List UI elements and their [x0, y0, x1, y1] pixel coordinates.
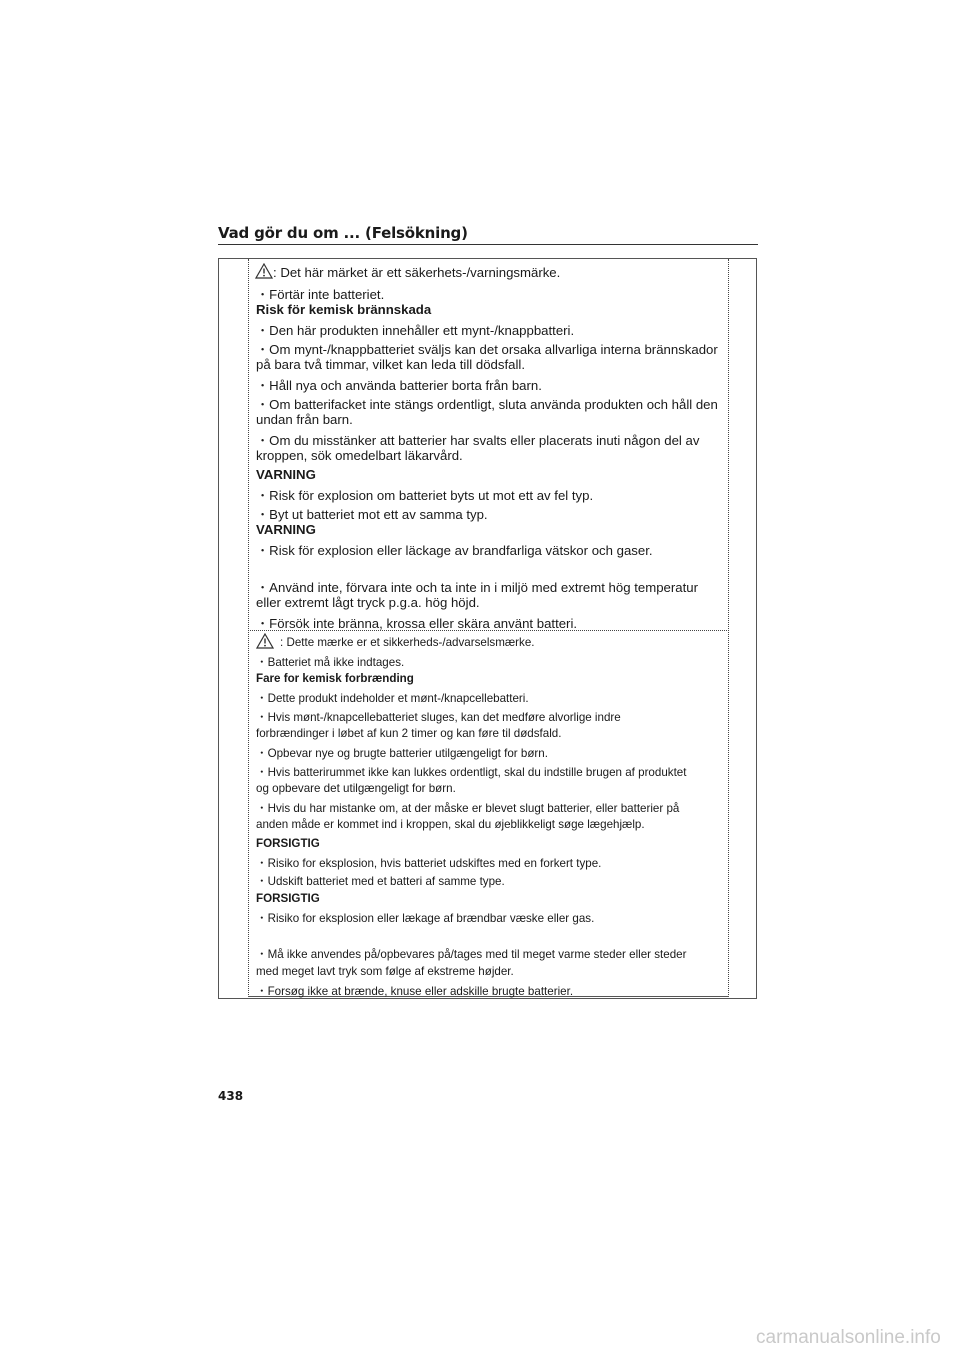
text-line: ・Hvis batterirummet ikke kan lukkes ordentligt, skal du indstille brugen af produktet: [256, 766, 687, 779]
text-line: ・Håll nya och använda batterier borta från barn.: [256, 378, 542, 393]
text-line: ・Försök inte bränna, krossa eller skära använt batteri.: [256, 616, 578, 631]
text-line: ・Forsøg ikke at brænde, knuse eller adskille brugte batterier.: [256, 985, 574, 998]
section-heading: VARNING: [256, 522, 316, 537]
page-title: Vad gör du om ... (Felsökning): [218, 224, 468, 242]
header-rule: [218, 244, 758, 245]
text-line: kroppen, sök omedelbart läkarvård.: [256, 448, 463, 463]
text-line: ・Risiko for eksplosion eller lækage af brændbar væske eller gas.: [256, 912, 595, 925]
text-line: ・Om batterifacket inte stängs ordentligt, sluta använda produkten och håll den: [256, 397, 718, 412]
warning-triangle-icon: [255, 263, 273, 279]
text-line: på bara två timmar, vilket kan leda till dödsfall.: [256, 357, 526, 372]
warning-mark-note: : Dette mærke er et sikkerheds-/advarselsmærke.: [280, 636, 535, 649]
section-heading: FORSIGTIG: [256, 892, 320, 905]
warning-mark-note: : Det här märket är ett säkerhets-/varningsmärke.: [273, 265, 561, 280]
text-line: ・Om mynt-/knappbatteriet sväljs kan det orsaka allvarliga interna brännskador: [256, 342, 718, 357]
text-line: ・Använd inte, förvara inte och ta inte in i miljö med extremt hög temperatur: [256, 580, 698, 595]
text-line: ・Förtär inte batteriet.: [256, 287, 385, 302]
section-heading: VARNING: [256, 467, 316, 482]
text-line: ・Hvis mønt-/knapcellebatteriet sluges, kan det medføre alvorlige indre: [256, 711, 621, 724]
text-line: ・Byt ut batteriet mot ett av samma typ.: [256, 507, 488, 522]
text-line: anden måde er kommet ind i kroppen, skal du øjeblikkeligt søge lægehjælp.: [256, 818, 645, 831]
section-heading: FORSIGTIG: [256, 837, 320, 850]
text-line: undan från barn.: [256, 412, 353, 427]
text-line: ・Dette produkt indeholder et mønt-/knapcellebatteri.: [256, 692, 529, 705]
section-heading: Fare for kemisk forbrænding: [256, 672, 414, 685]
warning-triangle-icon: [256, 633, 274, 649]
text-line: ・Hvis du har mistanke om, at der måske er blevet slugt batterier, eller batterier på: [256, 802, 680, 815]
text-line: eller extremt lågt tryck p.g.a. hög höjd.: [256, 595, 480, 610]
text-line: ・Batteriet må ikke indtages.: [256, 656, 405, 669]
text-line: og opbevare det utilgængeligt for børn.: [256, 782, 456, 795]
text-line: ・Risiko for eksplosion, hvis batteriet udskiftes med en forkert type.: [256, 857, 602, 870]
text-line: forbrændinger i løbet af kun 2 timer og kan føre til dødsfald.: [256, 727, 562, 740]
text-line: ・Om du misstänker att batterier har svalts eller placerats inuti någon del av: [256, 433, 700, 448]
text-line: ・Opbevar nye og brugte batterier utilgængeligt for børn.: [256, 747, 548, 760]
text-line: ・Udskift batteriet med et batteri af samme type.: [256, 875, 505, 888]
section-heading: Risk för kemisk brännskada: [256, 302, 432, 317]
text-line: ・Må ikke anvendes på/opbevares på/tages med til meget varme steder eller steder: [256, 948, 687, 961]
page-number: 438: [218, 1089, 244, 1103]
watermark: carmanualsonline.info: [756, 1327, 941, 1348]
text-line: med meget lavt tryk som følge af ekstreme højder.: [256, 965, 514, 978]
text-line: ・Risk för explosion om batteriet byts ut mot ett av fel typ.: [256, 488, 594, 503]
text-line: ・Den här produkten innehåller ett mynt-/knappbatteri.: [256, 323, 575, 338]
text-line: ・Risk för explosion eller läckage av brandfarliga vätskor och gaser.: [256, 543, 653, 558]
